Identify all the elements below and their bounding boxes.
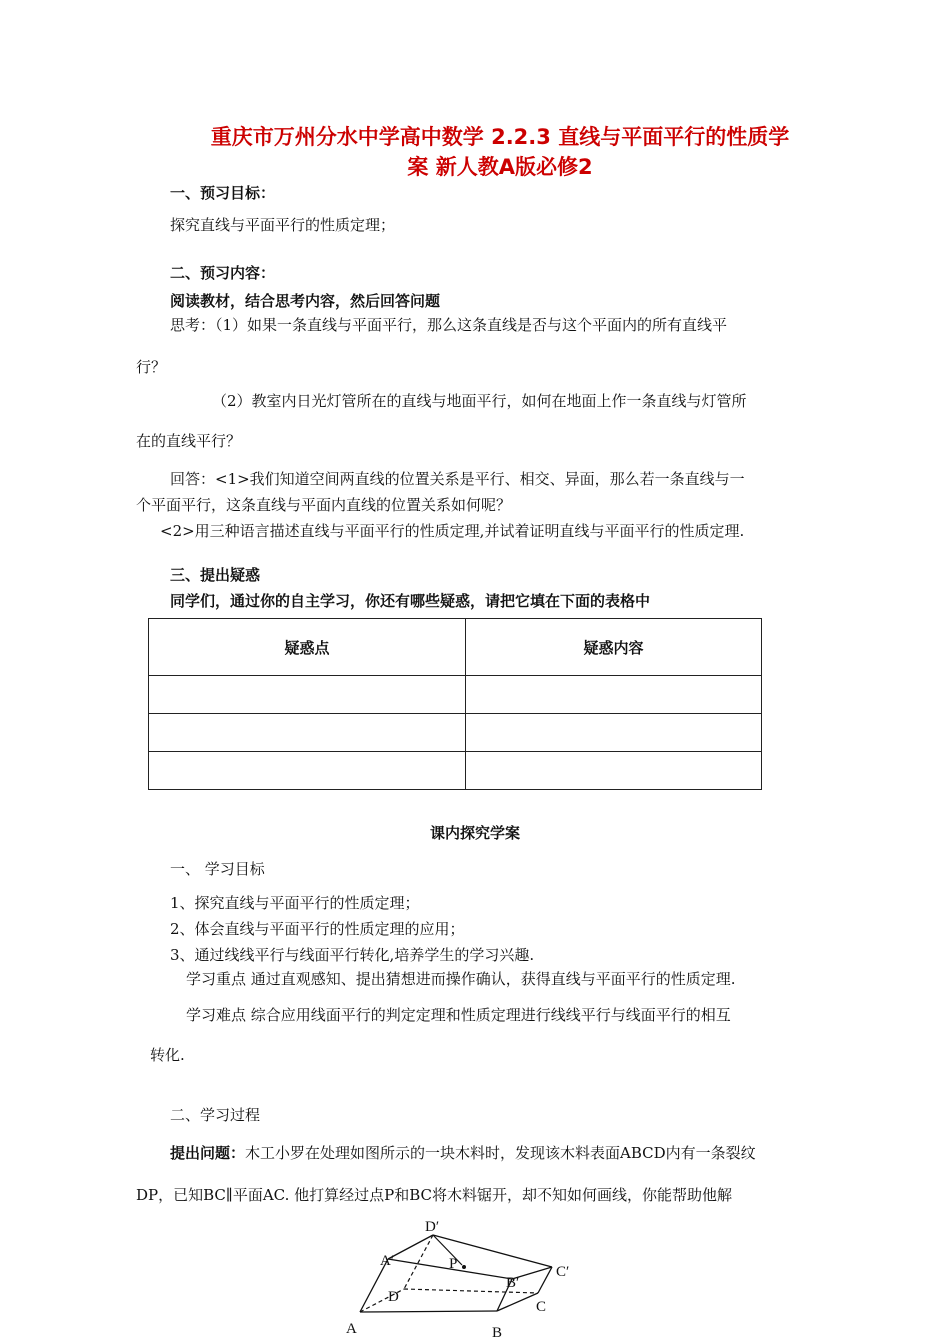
process-heading: 二、学习过程 — [170, 1106, 261, 1124]
table-row — [149, 714, 762, 752]
problem-line-1 — [170, 1142, 756, 1163]
label-p: P — [449, 1256, 458, 1272]
wood-block-figure — [330, 1215, 590, 1344]
edge-line — [388, 1235, 433, 1259]
table-cell[interactable] — [466, 752, 762, 790]
doubts-table — [148, 618, 762, 790]
section-2-heading: 二、预习内容： — [170, 264, 276, 282]
document-title-line-2: 案 新人教A版必修2 — [407, 155, 593, 179]
think-1-line-2: 行？ — [136, 358, 167, 376]
section-1-text: 探究直线与平面平行的性质定理； — [170, 216, 396, 234]
problem-text: 木工小罗在处理如图所示的一块木料时，发现该木料表面ABCD内有一条裂纹 — [245, 1144, 756, 1162]
answer-1-line-1: 回答：<1>我们知道空间两直线的位置关系是平行、相交、异面，那么若一条直线与一 — [170, 470, 745, 488]
section-3-heading: 三、提出疑惑 — [170, 566, 261, 584]
goal-item: 3、通过线线平行与线面平行转化,培养学生的学习兴趣. — [170, 946, 535, 964]
point-p-dot — [462, 1265, 466, 1269]
section-1-heading: 一、预习目标： — [170, 184, 276, 202]
difficulty-line-1: 学习难点 综合应用线面平行的判定定理和性质定理进行线线平行与线面平行的相互 — [186, 1006, 731, 1024]
goals-heading: 一、 学习目标 — [170, 860, 265, 878]
label-a-prime: A′ — [380, 1253, 395, 1269]
table-cell[interactable] — [466, 676, 762, 714]
table-cell[interactable] — [149, 714, 466, 752]
key-point: 学习重点 通过直观感知、提出猜想进而操作确认，获得直线与平面平行的性质定理. — [186, 970, 736, 988]
label-b: B — [492, 1325, 503, 1341]
label-c: C — [536, 1299, 547, 1315]
label-a: A — [346, 1321, 357, 1337]
problem-line-2: DP，已知BC∥平面AC. 他打算经过点P和BC将木料锯开，却不知如何画线，你能帮助他解 — [136, 1186, 733, 1204]
table-cell[interactable] — [149, 676, 466, 714]
label-d: D — [388, 1289, 399, 1305]
inclass-title: 课内探究学案 — [429, 824, 520, 842]
problem-label: 提出问题： — [170, 1144, 246, 1162]
difficulty-line-2: 转化. — [150, 1046, 185, 1064]
section-3-instruction: 同学们，通过你的自主学习，你还有哪些疑惑，请把它填在下面的表格中 — [170, 592, 651, 610]
edge-line — [497, 1293, 538, 1311]
label-b-prime: B′ — [506, 1275, 520, 1291]
table-row — [149, 676, 762, 714]
label-c-prime: C′ — [556, 1264, 570, 1280]
section-2-instruction: 阅读教材，结合思考内容，然后回答问题 — [170, 292, 441, 310]
table-cell[interactable] — [149, 752, 466, 790]
goal-item: 1、探究直线与平面平行的性质定理； — [170, 894, 420, 912]
edge-line — [360, 1311, 497, 1312]
answer-1-line-2: 个平面平行，这条直线与平面内直线的位置关系如何呢？ — [136, 496, 512, 514]
table-header-doubt-point: 疑惑点 — [149, 619, 466, 676]
table-row — [149, 752, 762, 790]
think-2-line-2: 在的直线平行？ — [136, 432, 242, 450]
table-header-doubt-content: 疑惑内容 — [466, 619, 762, 676]
table-cell[interactable] — [466, 714, 762, 752]
label-d-prime: D′ — [425, 1219, 440, 1235]
document-title-line-1: 重庆市万州分水中学高中数学 2.2.3 直线与平面平行的性质学 — [210, 125, 790, 149]
answer-2: <2>用三种语言描述直线与平面平行的性质定理,并试着证明直线与平面平行的性质定理. — [160, 522, 745, 540]
think-1-line-1: 思考：（1）如果一条直线与平面平行，那么这条直线是否与这个平面内的所有直线平 — [170, 316, 728, 334]
goal-item: 2、体会直线与平面平行的性质定理的应用； — [170, 920, 465, 938]
think-2-line-1: （2）教室内日光灯管所在的直线与地面平行，如何在地面上作一条直线与灯管所 — [212, 392, 747, 410]
